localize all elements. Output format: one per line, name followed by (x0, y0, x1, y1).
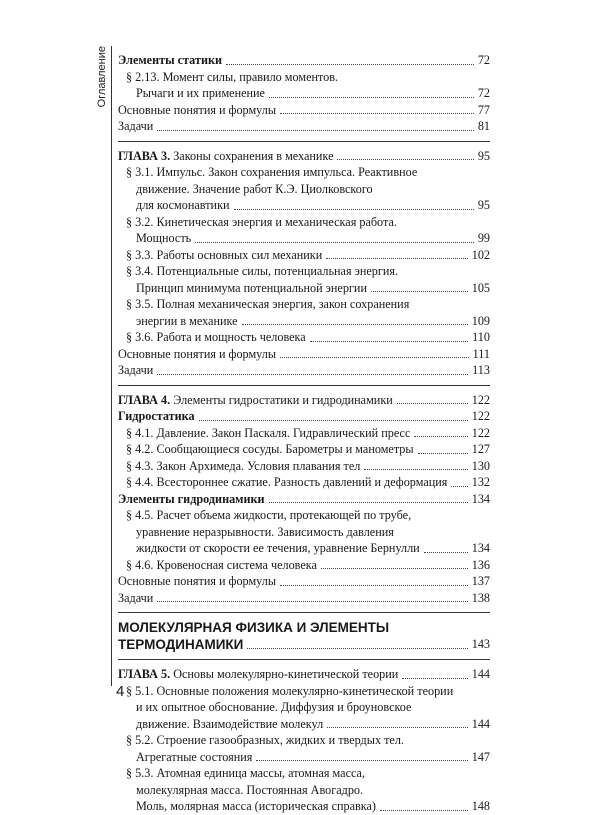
toc-entry-title: жидкости от скорости ее течения, уравнение Бернулли (136, 541, 420, 555)
part-title-line-1: МОЛЕКУЛЯРНАЯ ФИЗИКА И ЭЛЕМЕНТЫ (118, 620, 390, 635)
toc-entry-title: энергии в механике (136, 313, 238, 328)
leader-dots (402, 678, 467, 679)
toc-entry[interactable] (118, 540, 490, 557)
page-ref: 99 (477, 231, 490, 245)
toc-entry[interactable] (118, 507, 490, 524)
leader-dots (418, 453, 468, 454)
page-ref: 134 (471, 491, 490, 506)
toc-entry[interactable] (118, 683, 490, 700)
leader-dots (280, 113, 474, 114)
leader-dots (247, 648, 467, 649)
part-title-line-2: ТЕРМОДИНАМИКИ (118, 637, 244, 652)
toc-entry-title: § 3.1. Импульс. Закон сохранения импульса. Реактивное (126, 165, 418, 179)
toc-entry[interactable] (118, 491, 490, 508)
toc-entry[interactable] (118, 362, 490, 379)
toc-entry-title: Гидростатика (118, 409, 195, 423)
page-ref: 127 (471, 442, 490, 456)
toc-entry[interactable] (118, 716, 490, 733)
leader-dots (327, 727, 468, 728)
chapter-title: Законы сохранения в механике (170, 148, 334, 163)
toc-entry[interactable] (118, 441, 490, 458)
page-ref: 122 (471, 425, 490, 440)
chapter-title: Основы молекулярно-кинетической теории (170, 667, 399, 681)
chapter-title: Элементы гидростатики и гидродинамики (170, 392, 393, 407)
toc-entry[interactable] (118, 148, 490, 165)
toc-entry[interactable] (118, 732, 490, 749)
toc-entry[interactable] (118, 557, 490, 574)
toc-entry[interactable] (118, 52, 490, 69)
page-ref: 109 (471, 313, 490, 328)
toc-entry[interactable] (118, 666, 490, 683)
toc-entry[interactable] (118, 346, 490, 363)
page-ref: 95 (477, 198, 490, 212)
page-ref: 110 (472, 330, 490, 344)
chapter-number: ГЛАВА 4. (118, 392, 171, 407)
toc-entry-title: Моль, молярная масса (историческая справка) (136, 799, 376, 813)
page-ref: 147 (471, 749, 490, 764)
leader-dots (280, 357, 469, 358)
page-ref: 72 (477, 53, 490, 67)
page-ref: 144 (471, 716, 490, 731)
leader-dots (364, 469, 467, 470)
leader-dots (157, 374, 468, 375)
toc-entry[interactable] (118, 798, 490, 815)
leader-dots (414, 436, 467, 437)
toc-entry[interactable] (118, 573, 490, 590)
toc-entry-title: § 3.5. Полная механическая энергия, закон сохранения (126, 297, 410, 311)
page-ref: 102 (471, 247, 490, 262)
section-divider (118, 141, 490, 142)
toc-entry-title: для космонавтики (136, 198, 230, 212)
leader-dots (234, 209, 474, 210)
toc-entry[interactable] (118, 636, 490, 653)
leader-dots (269, 502, 468, 503)
page-ref: 137 (471, 574, 490, 588)
toc-entry-title (118, 392, 393, 409)
page-ref: 72 (477, 86, 490, 100)
toc-entry-title: § 4.3. Закон Архимеда. Условия плавания тел (126, 458, 361, 473)
toc-entry-title (118, 666, 398, 683)
toc-entry-title: § 5.1. Основные положения молекулярно-кинетической теории (126, 683, 454, 698)
leader-dots (226, 64, 474, 65)
toc-entry-title: § 5.2. Строение газообразных, жидких и твердых тел. (126, 733, 404, 747)
toc-entry[interactable] (118, 118, 490, 135)
page-ref: 132 (471, 475, 490, 489)
toc-entry[interactable] (118, 329, 490, 346)
toc-entry-title: молекулярная масса. Постоянная Авогадро. (136, 782, 364, 797)
toc-entry-title: Элементы гидродинамики (118, 491, 265, 506)
toc-entry[interactable] (118, 408, 490, 425)
page-ref: 148 (471, 799, 490, 813)
toc-entry-title: § 4.5. Расчет объема жидкости, протекающей по трубе, (126, 508, 412, 522)
toc-entry-title: Задачи (118, 363, 154, 377)
toc-entry[interactable] (118, 197, 490, 214)
section-divider (118, 612, 490, 613)
leader-dots (397, 403, 468, 404)
page-ref: 122 (471, 392, 490, 407)
toc-entry-title: Агрегатные состояния (136, 749, 253, 764)
toc-entry-title: Основные понятия и формулы (118, 574, 277, 588)
toc-entry[interactable] (118, 164, 490, 181)
page-ref: 111 (472, 346, 490, 361)
toc-entry[interactable] (118, 102, 490, 119)
page-ref: 113 (472, 363, 490, 377)
leader-dots (242, 324, 468, 325)
toc-entry[interactable] (118, 458, 490, 475)
toc-entry[interactable] (118, 474, 490, 491)
toc-entry[interactable] (118, 590, 490, 607)
leader-dots (326, 258, 467, 259)
page-ref: 122 (471, 409, 490, 423)
leader-dots (310, 341, 468, 342)
toc-entry-title: Задачи (118, 590, 154, 605)
toc-entry-title: и их опытное обоснование. Диффузия и броуновское (136, 700, 412, 714)
toc-entry-title (118, 148, 333, 165)
toc-chapter-3 (118, 148, 490, 379)
side-section-label: Оглавление (96, 46, 108, 108)
toc-entry-title: движение. Значение работ К.Э. Циолковского (136, 181, 373, 196)
toc-entry-title: § 5.3. Атомная единица массы, атомная масса, (126, 766, 365, 780)
page-ref: 105 (471, 280, 490, 295)
toc-entry-title: § 4.1. Давление. Закон Паскаля. Гидравлический пресс (126, 425, 411, 440)
leader-dots (157, 601, 467, 602)
page-ref: 136 (471, 557, 490, 572)
toc-entry-title: Рычаги и их применение (136, 86, 265, 100)
toc-entry[interactable] (118, 749, 490, 766)
toc-entry[interactable] (118, 263, 490, 280)
page-ref: 95 (477, 148, 490, 163)
leader-dots (199, 420, 468, 421)
leader-dots (256, 760, 467, 761)
toc-entry[interactable] (118, 181, 490, 198)
toc-entry[interactable] (118, 247, 490, 264)
table-of-contents (118, 52, 490, 815)
toc-entry-title: § 4.4. Всестороннее сжатие. Разность давлений и деформация (126, 475, 448, 489)
leader-dots (337, 159, 473, 160)
toc-entry-title: уравнение неразрывности. Зависимость давления (136, 524, 394, 539)
page-ref: 134 (471, 541, 490, 555)
page-ref: 81 (477, 119, 490, 133)
toc-entry-title: § 4.6. Кровеносная система человека (126, 557, 317, 572)
leader-dots (371, 291, 468, 292)
toc-entry[interactable] (118, 524, 490, 541)
leader-dots (269, 97, 474, 98)
toc-entry-title: § 3.4. Потенциальные силы, потенциальная энергия. (126, 264, 399, 278)
toc-entry-title: § 3.6. Работа и мощность человека (126, 330, 306, 344)
toc-entry-title: Элементы статики (118, 53, 223, 67)
toc-entry-title: движение. Взаимодействие молекул (136, 716, 324, 731)
toc-entry[interactable] (118, 392, 490, 409)
chapter-number: ГЛАВА 3. (118, 148, 171, 163)
chapter-number: ГЛАВА 5. (118, 667, 171, 681)
page-ref: 77 (477, 102, 490, 117)
page-number: 4 (116, 683, 125, 700)
section-divider (118, 659, 490, 660)
leader-dots (280, 585, 468, 586)
toc-entry-title: Основные понятия и формулы (118, 346, 277, 361)
toc-entry[interactable] (118, 214, 490, 231)
leader-dots (380, 810, 468, 811)
toc-entry[interactable] (118, 782, 490, 799)
vertical-rule (111, 46, 112, 686)
toc-entry-title: Основные понятия и формулы (118, 102, 277, 117)
toc-entry[interactable] (118, 230, 490, 247)
toc-entry[interactable] (118, 425, 490, 442)
toc-section-statics (118, 52, 490, 135)
toc-entry-title: Задачи (118, 119, 154, 133)
page-ref: 130 (471, 458, 490, 473)
toc-entry-title: § 3.3. Работы основных сил механики (126, 247, 323, 262)
page-ref: 138 (471, 590, 490, 605)
toc-entry[interactable] (118, 85, 490, 102)
leader-dots (451, 486, 467, 487)
toc-entry[interactable] (118, 280, 490, 297)
page-ref: 144 (471, 667, 490, 681)
toc-entry[interactable] (118, 313, 490, 330)
toc-entry-title: § 4.2. Сообщающиеся сосуды. Барометры и манометры (126, 442, 414, 456)
leader-dots (157, 130, 474, 131)
toc-entry-title: § 2.13. Момент силы, правило моментов. (126, 69, 339, 84)
toc-entry-title: Принцип минимума потенциальной энергии (136, 280, 367, 295)
leader-dots (321, 568, 468, 569)
toc-chapter-5 (118, 666, 490, 815)
toc-part-heading (118, 619, 490, 653)
section-divider (118, 385, 490, 386)
leader-dots (424, 552, 468, 553)
toc-entry-title: § 3.2. Кинетическая энергия и механическая работа. (126, 214, 397, 229)
toc-entry[interactable] (118, 296, 490, 313)
page-ref: 143 (471, 637, 490, 651)
leader-dots (195, 242, 474, 243)
toc-entry[interactable] (118, 69, 490, 86)
toc-chapter-4 (118, 392, 490, 607)
toc-entry[interactable] (118, 765, 490, 782)
toc-entry[interactable] (118, 699, 490, 716)
toc-entry-title: Мощность (136, 231, 192, 245)
